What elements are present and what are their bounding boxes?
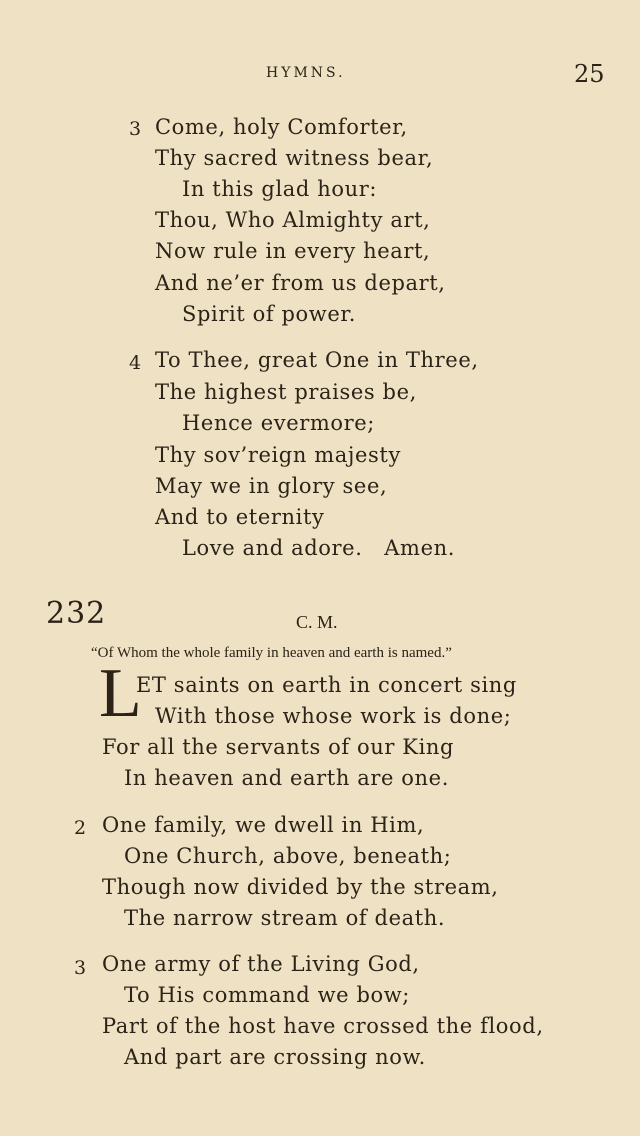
verse-line: To His command we bow; — [124, 983, 410, 1007]
verse-number: 4 — [129, 352, 142, 374]
verse-line: And ne’er from us depart, — [155, 271, 446, 295]
verse-line: Part of the host have crossed the flood, — [102, 1014, 544, 1038]
verse-line: Love and adore. Amen. — [182, 536, 455, 560]
verse-line: And to eternity — [155, 505, 325, 529]
hymn-epigraph: “Of Whom the whole family in heaven and earth is named.” — [91, 645, 452, 661]
verse-number: 3 — [74, 957, 87, 979]
hymn-number: 232 — [46, 596, 107, 631]
verse-number: 2 — [74, 817, 87, 839]
verse-line: Come, holy Comforter, — [155, 115, 408, 139]
verse-line: One army of the Living God, — [102, 952, 420, 976]
verse-line: Hence evermore; — [182, 411, 375, 435]
running-title: HYMNS. — [266, 65, 346, 81]
verse-line: In this glad hour: — [182, 177, 378, 201]
verse-line: And part are crossing now. — [124, 1045, 426, 1069]
verse-line: For all the servants of our King — [102, 735, 455, 759]
verse-number: 3 — [129, 118, 142, 140]
verse-line: Now rule in every heart, — [155, 239, 431, 263]
verse-line: One family, we dwell in Him, — [102, 813, 425, 837]
verse-line: Thou, Who Almighty art, — [155, 208, 431, 232]
verse-line: Thy sov’reign majesty — [155, 443, 401, 467]
page-number: 25 — [574, 60, 605, 88]
verse-line: With those whose work is done; — [155, 704, 512, 728]
verse-line: Spirit of power. — [182, 302, 357, 326]
hymn-meter: C. M. — [296, 612, 338, 632]
verse-line: Thy sacred witness bear, — [155, 146, 434, 170]
verse-line: ET saints on earth in concert sing — [136, 673, 517, 697]
verse-line: To Thee, great One in Three, — [155, 348, 479, 372]
verse-line: In heaven and earth are one. — [124, 766, 449, 790]
verse-line: The highest praises be, — [155, 380, 417, 404]
drop-cap: L — [99, 655, 142, 732]
verse-line: May we in glory see, — [155, 474, 388, 498]
verse-line: One Church, above, beneath; — [124, 844, 452, 868]
verse-line: The narrow stream of death. — [124, 906, 446, 930]
verse-line: Though now divided by the stream, — [102, 875, 499, 899]
